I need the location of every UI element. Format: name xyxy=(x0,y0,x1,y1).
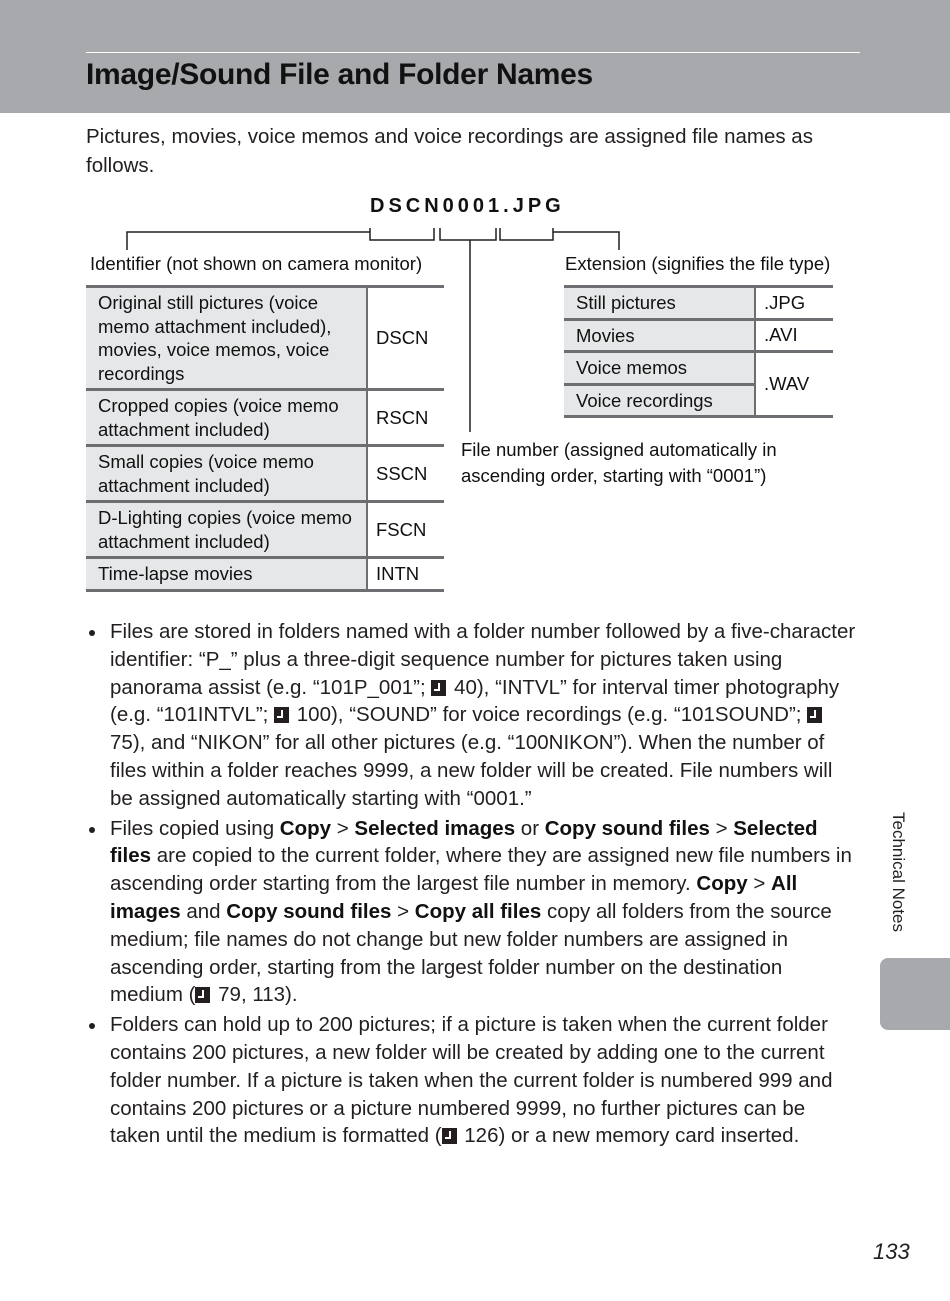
file-type: Still pictures xyxy=(564,287,755,320)
menu-term: Copy sound files xyxy=(226,899,392,923)
file-type: Movies xyxy=(564,319,755,352)
page-reference-icon xyxy=(195,987,210,1003)
table-row xyxy=(86,446,444,502)
table-row xyxy=(86,558,444,591)
menu-term: Copy xyxy=(696,872,748,896)
identifier-category: Time-lapse movies xyxy=(86,558,367,591)
identifier-prefix: SSCN xyxy=(367,446,444,502)
extension-table xyxy=(564,285,833,418)
table-row xyxy=(86,502,444,558)
identifier-category: Original still pictures (voice memo attachment included), movies, voice memos, voice recordings xyxy=(86,287,367,390)
page-number: 133 xyxy=(873,1239,910,1264)
file-number-bracket xyxy=(440,228,496,240)
identifier-leader xyxy=(127,232,370,250)
identifier-prefix: RSCN xyxy=(367,390,444,446)
page-reference-icon xyxy=(807,707,822,723)
menu-term: All images xyxy=(110,872,798,923)
menu-term: Selected images xyxy=(354,816,516,840)
identifier-prefix: DSCN xyxy=(367,287,444,390)
menu-term: Copy all files xyxy=(414,899,542,923)
identifier-category: Small copies (voice memo attachment included) xyxy=(86,446,367,502)
extension-leader xyxy=(553,232,619,250)
file-extension: .AVI xyxy=(755,319,833,352)
page-reference-icon xyxy=(431,680,446,696)
identifier-label: Identifier (not shown on camera monitor) xyxy=(90,253,423,274)
notes-list xyxy=(86,618,856,1152)
table-row xyxy=(564,319,833,352)
identifier-category: Cropped copies (voice memo attachment included) xyxy=(86,390,367,446)
section-tab-label: Technical Notes xyxy=(889,812,908,933)
identifier-category: D-Lighting copies (voice memo attachment included) xyxy=(86,502,367,558)
menu-term: Selected files xyxy=(110,816,818,868)
table-row xyxy=(564,352,833,385)
extension-label: Extension (signifies the file type) xyxy=(565,253,831,274)
list-item: Folders can hold up to 200 pictures; if a picture is taken when the current folder contains 200 pictures, a new folder will be created by adding one to the current folder number. If a picture is taken when the current folder is numbered 999 and contains 200 pictures or a picture numbered 9999, no further pictures can be taken until the medium is formatted ( 126) or a new memory card inserted. xyxy=(86,1011,856,1150)
menu-term: Copy xyxy=(279,816,332,840)
example-filename: DSCN0001.JPG xyxy=(370,195,565,217)
intro-text: Pictures, movies, voice memos and voice recordings are assigned file names as follows. xyxy=(86,125,813,177)
identifier-table xyxy=(86,285,444,592)
identifier-bracket xyxy=(370,228,434,240)
identifier-prefix: FSCN xyxy=(367,502,444,558)
table-row xyxy=(86,287,444,390)
table-row xyxy=(564,287,833,320)
section-tab xyxy=(880,958,950,1030)
page-title: Image/Sound File and Folder Names xyxy=(86,58,593,91)
table-row xyxy=(86,390,444,446)
page-reference-icon xyxy=(274,707,289,723)
identifier-prefix: INTN xyxy=(367,558,444,591)
file-extension: .WAV xyxy=(755,352,833,417)
list-item: Files are stored in folders named with a folder number followed by a five-character identifier: “P_” plus a three-digit sequence number for pictures taken using panorama assist (e.g. “101P_001”; 40), “INTVL” for interval timer photography (e.g. “101INTVL”; 100), “SOUND” for voice recordings (e.g. “101SOUND”; 75), and “NIKON” for all other pictures (e.g. “100NIKON”). When the number of files within a folder reaches 9999, a new folder will be created. File numbers will be assigned automatically starting with “0001.” xyxy=(86,618,856,813)
file-extension: .JPG xyxy=(755,287,833,320)
file-type: Voice recordings xyxy=(564,384,755,417)
list-item: Files copied using Copy > Selected images or Copy sound files > Selected files are copied to the current folder, where they are assigned new file numbers in ascending order starting from the largest file number in memory. Copy > All images and Copy sound files > Copy all files copy all folders from the source medium; file names do not change but new folder numbers are assigned in ascending order, starting from the largest folder number on the destination medium ( 79, 113). xyxy=(86,815,856,1010)
page-reference-icon xyxy=(442,1128,457,1144)
file-number-label: File number (assigned automatically in ascending order, starting with “0001”) xyxy=(461,439,777,486)
menu-term: Copy sound files xyxy=(544,816,710,840)
extension-bracket xyxy=(500,228,553,240)
file-type: Voice memos xyxy=(564,352,755,385)
